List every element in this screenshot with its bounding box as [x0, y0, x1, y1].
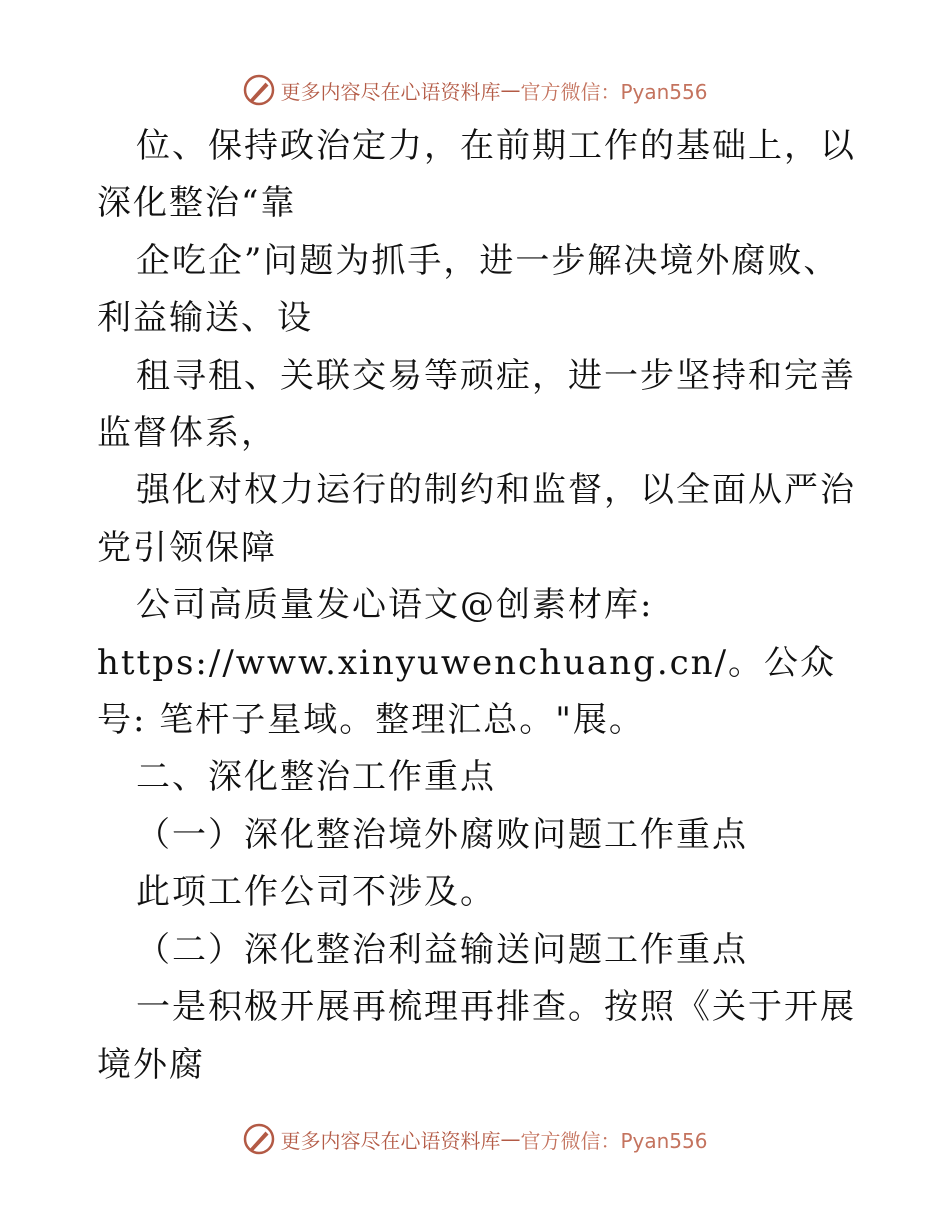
header-banner: [0, 70, 950, 110]
paragraph-source-note: 公司高质量发心语文@创素材库: https://www.xinyuwenchuang.cn/。公众号: 笔杆子星域。整理汇总。"展。: [97, 585, 837, 741]
banner-separator: —: [500, 78, 521, 102]
paragraph: 位、保持政治定力，在前期工作的基础上，以深化整治“靠: [97, 126, 856, 224]
paragraph: 此项工作公司不涉及。: [136, 872, 496, 913]
subsection-heading: （一）深化整治境外腐败问题工作重点: [136, 814, 748, 855]
section-heading: 二、深化整治工作重点: [136, 757, 496, 798]
quill-logo-icon: [242, 73, 276, 107]
banner-wechat: 官方微信：Pyan556: [520, 1128, 708, 1153]
banner-brand: 更多内容尽在心语资料库: [280, 79, 501, 104]
paragraph: 租寻租、关联交易等顽症，进一步坚持和完善监督体系，: [97, 355, 856, 454]
quill-logo-icon: [242, 1122, 276, 1156]
banner-wechat: 官方微信：Pyan556: [520, 79, 708, 104]
paragraph: 一是积极开展再梳理再排查。按照《关于开展境外腐: [97, 987, 856, 1085]
subsection-heading: （二）深化整治利益输送问题工作重点: [136, 929, 748, 970]
paragraph: 企吃企”问题为抓手，进一步解决境外腐败、利益输送、设: [97, 240, 840, 339]
document-body: [97, 118, 857, 1094]
banner-separator: —: [500, 1127, 521, 1151]
footer-banner: [0, 1119, 950, 1159]
paragraph: 强化对权力运行的制约和监督，以全面从严治党引领保障: [97, 470, 856, 568]
banner-brand: 更多内容尽在心语资料库: [280, 1128, 501, 1153]
